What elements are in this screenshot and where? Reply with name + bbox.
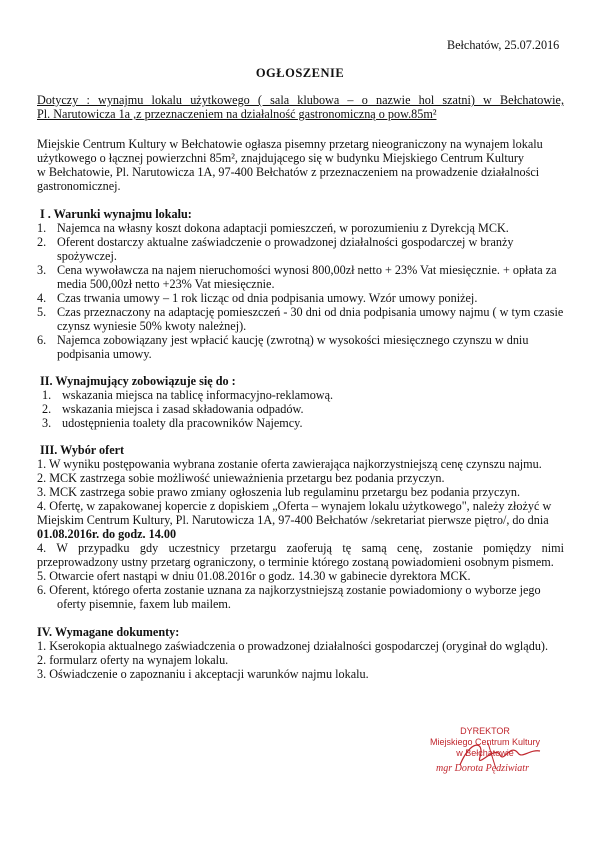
intro-line-4: gastronomicznej.: [37, 179, 121, 193]
s1-item-5-line-1: Czas przeznaczony na adaptację pomieszczeń - 30 dni od dnia podpisania umowy najmu ( w tym czasie: [57, 305, 564, 319]
s1-item-6-line-2: podpisania umowy.: [57, 347, 152, 361]
intro-line-3: w Bełchatowie, Pl. Narutowicza 1A, 97-400 Bełchatów z przeznaczeniem na prowadzenie działalności: [37, 165, 540, 179]
intro-line-2: użytkowego o łącznej powierzchni 85m², znajdującego się w budynku Miejskiego Centrum Kultury: [37, 151, 524, 165]
s3-line-8: przeprowadzony ustny przetarg ograniczony, o terminie którego zostaną powiadomieni osobnym pismem.: [37, 555, 554, 569]
s4-line-3: 3. Oświadczenie o zapoznaniu i akceptacji warunków najmu lokalu.: [37, 667, 369, 681]
document-title: OGŁOSZENIE: [255, 66, 345, 80]
section-3-heading: III. Wybór ofert: [40, 443, 125, 457]
subject-line-1: Dotyczy : wynajmu lokalu użytkowego ( sala klubowa – o nazwie hol szatni) w Bełchatowie,: [37, 93, 564, 107]
stamp-city: w Bełchatowie: [456, 748, 514, 758]
section-1-heading: I . Warunki wynajmu lokalu:: [40, 207, 192, 221]
s1-item-4-number: 4.: [37, 291, 47, 305]
s4-line-2: 2. formularz oferty na wynajem lokalu.: [37, 653, 229, 667]
s3-line-1: 1. W wyniku postępowania wybrana zostanie oferta zawierająca najkorzystniejszą cenę czynszu najmu.: [37, 457, 542, 471]
s3-line-9: 5. Otwarcie ofert nastąpi w dniu 01.08.2016r o godz. 14.30 w gabinecie dyrektora MCK.: [37, 569, 471, 583]
s2-item-1-text: wskazania miejsca na tablicę informacyjno-reklamową.: [62, 388, 334, 402]
s3-line-2: 2. MCK zastrzega sobie możliwość unieważnienia przetargu bez podania przyczyn.: [37, 471, 445, 485]
s3-line-4: 4. Ofertę, w zapakowanej kopercie z dopiskiem „Oferta – wynajem lokalu użytkowego", należy złożyć w: [37, 499, 552, 513]
s1-item-3-line-2: media 500,00zł netto +23% Vat miesięcznie.: [57, 277, 275, 291]
s3-deadline: 01.08.2016r. do godz. 14.00: [37, 527, 177, 541]
stamp-title: DYREKTOR: [460, 726, 510, 736]
s3-line-10: 6. Oferent, którego oferta zostanie uznana za najkorzystniejszą zostanie powiadomiony o wyborze jego: [37, 583, 541, 597]
s3-line-5: Miejskim Centrum Kultury, Pl. Narutowicza 1A, 97-400 Bełchatów /sekretariat pierwsze piętro/, do dnia: [37, 513, 549, 527]
signatory-name: mgr Dorota Pędziwiatr: [436, 763, 529, 774]
s2-item-3-text: udostępnienia toalety dla pracowników Najemcy.: [62, 416, 303, 430]
s2-item-2-number: 2.: [42, 402, 52, 416]
s2-item-3-number: 3.: [42, 416, 52, 430]
s2-item-2-text: wskazania miejsca i zasad składowania odpadów.: [62, 402, 304, 416]
section-2-heading: II. Wynajmujący zobowiązuje się do :: [40, 374, 236, 388]
s1-item-1-number: 1.: [37, 221, 47, 235]
stamp-institution: Miejskiego Centrum Kultury: [429, 737, 541, 747]
s1-item-5-number: 5.: [37, 305, 47, 319]
s1-item-4-line-1: Czas trwania umowy – 1 rok licząc od dnia podpisania umowy. Wzór umowy poniżej.: [57, 291, 478, 305]
s1-item-6-number: 6.: [37, 333, 47, 347]
s1-item-2-line-1: Oferent dostarczy aktualne zaświadczenie o prowadzonej działalności gospodarczej w branży: [57, 235, 514, 249]
s1-item-6-line-1: Najemca zobowiązany jest wpłacić kaucję (zwrotną) w wysokości miesięcznego czynszu w dniu: [57, 333, 529, 347]
s2-item-1-number: 1.: [42, 388, 52, 402]
s3-line-11: oferty pisemnie, faxem lub mailem.: [57, 597, 231, 611]
s4-line-1: 1. Kserokopia aktualnego zaświadczenia o prowadzonej działalności gospodarczej (oryginał do wglądu).: [37, 639, 549, 653]
s3-line-3: 3. MCK zastrzega sobie prawo zmiany ogłoszenia lub regulaminu przetargu bez podania przyczyn.: [37, 485, 521, 499]
s1-item-3-number: 3.: [37, 263, 47, 277]
s1-item-3-line-1: Cena wywoławcza na najem nieruchomości wynosi 800,00zł netto + 23% Vat miesięcznie. + opłata za: [57, 263, 557, 277]
s1-item-2-line-2: spożywczej.: [57, 249, 117, 263]
s3-line-7: 4. W przypadku gdy uczestnicy przetargu zaoferują tę samą cenę, zostanie pomiędzy nimi: [37, 541, 564, 555]
s1-item-5-line-2: czynsz wyniesie 50% kwoty należnej).: [57, 319, 247, 333]
s1-item-1-line-1: Najemca na własny koszt dokona adaptacji pomieszczeń, w porozumieniu z Dyrekcją MCK.: [57, 221, 509, 235]
document-date: Bełchatów, 25.07.2016: [447, 38, 560, 52]
intro-line-1: Miejskie Centrum Kultury w Bełchatowie ogłasza pisemny przetarg nieograniczony na wynajem lokalu: [37, 137, 543, 151]
subject-line-2: Pl. Narutowicza 1a ,z przeznaczeniem na działalność gastronomiczną o pow.85m²: [37, 107, 437, 121]
s1-item-2-number: 2.: [37, 235, 47, 249]
section-4-heading: IV. Wymagane dokumenty:: [37, 625, 180, 639]
